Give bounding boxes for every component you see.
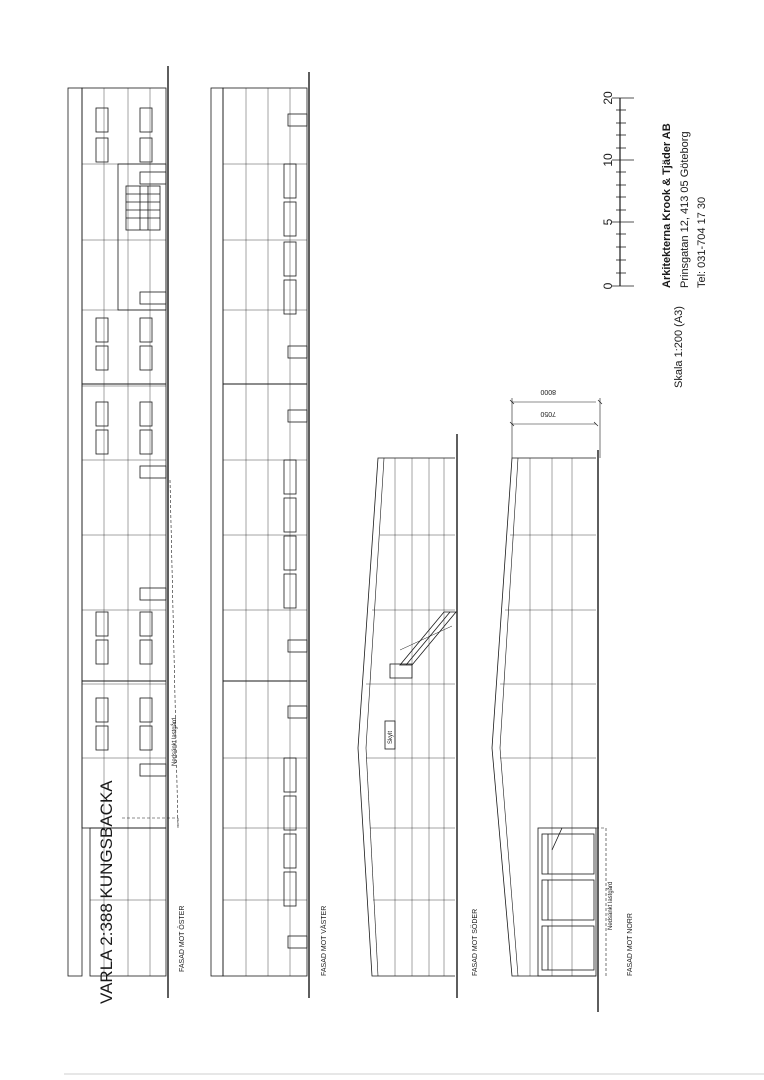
dimension-lines [510, 398, 602, 458]
facade-west [211, 72, 309, 998]
facade-south-sign-text: Skylt [388, 730, 394, 744]
architect-name: Arkitekterna Krook & Tjäder AB [661, 123, 673, 288]
scale-tick-20: 20 [601, 91, 615, 105]
scale-tick-0: 0 [601, 282, 615, 290]
facade-north-label: FASAD MOT NORR [627, 913, 634, 976]
facade-east-dock-label: Nedsänkt lastgård [172, 717, 178, 766]
dimension-8000: 8000 [540, 388, 556, 395]
page-title: VARLA 2:388 KUNGSBACKA [97, 780, 116, 1004]
dimension-7050: 7050 [540, 410, 556, 417]
facade-east-canopy [118, 164, 166, 310]
facade-east-columns [140, 172, 166, 776]
architect-address: Prinsgatan 12, 413 05 Göteborg [679, 131, 691, 288]
facade-north-dock-label: Nedsänkt lastgård [608, 881, 614, 930]
facade-east-windows [96, 108, 152, 750]
facade-west-label: FASAD MOT VÄSTER [321, 905, 328, 976]
scale-tick-10: 10 [601, 153, 615, 167]
facade-north [492, 398, 606, 1012]
scale-bar [612, 98, 634, 286]
scale-tick-5: 5 [601, 218, 615, 226]
facade-north-doors [538, 828, 596, 976]
facade-east [68, 66, 178, 998]
architect-phone: Tel: 031-704 17 30 [696, 196, 708, 288]
facade-east-label: FASAD MOT ÖSTER [179, 905, 186, 972]
scale-label: Skala 1:200 (A3) [673, 306, 685, 388]
facade-south-label: FASAD MOT SÖDER [472, 908, 479, 976]
facade-east-joints [82, 88, 166, 976]
facade-south [358, 434, 457, 998]
facade-south-canopy [390, 612, 456, 678]
facade-west-columns [288, 114, 307, 948]
